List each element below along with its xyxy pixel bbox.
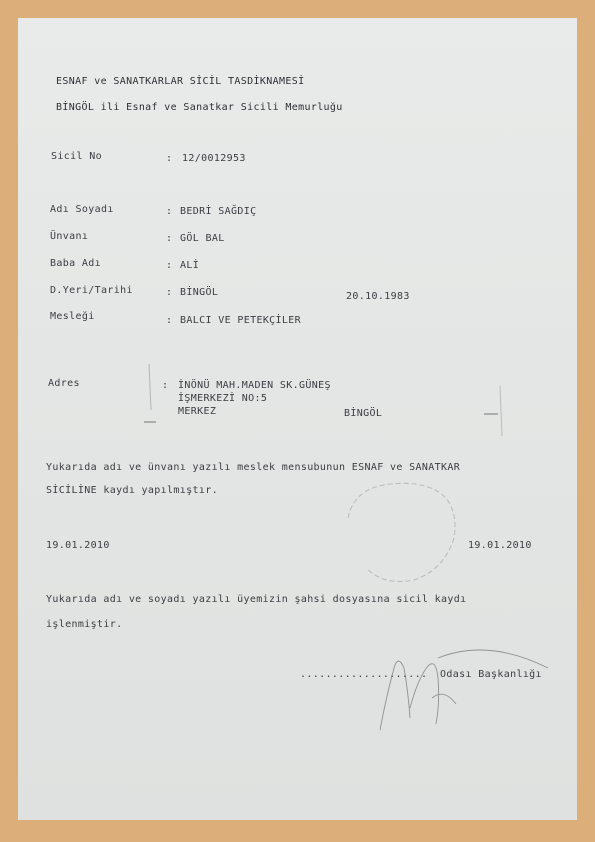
adres-separator: : [162, 380, 169, 391]
adres-line-2: İŞMERKEZİ NO:5 [178, 393, 268, 404]
statement2-line-2: işlenmiştir. [46, 619, 123, 630]
adres-label: Adres [48, 378, 80, 389]
edge-mark-left-icon [149, 364, 151, 410]
date-left: 19.01.2010 [46, 540, 110, 551]
adi-soyadi-value: BEDRİ SAĞDIÇ [180, 206, 257, 217]
adi-soyadi-label: Adı Soyadı [50, 204, 114, 215]
edge-mark-right-icon [500, 386, 502, 436]
baba-adi-value: ALİ [180, 260, 200, 271]
signature-dots: .................... [300, 669, 428, 680]
baba-adi-label: Baba Adı [50, 258, 101, 269]
unvani-value: GÖL BAL [180, 233, 225, 244]
meslegi-value: BALCI VE PETEKÇİLER [180, 315, 302, 326]
meslegi-separator: : [166, 315, 173, 326]
adres-line-1: İNÖNÜ MAH.MADEN SK.GÜNEŞ [178, 380, 331, 391]
signature-scribble-icon [380, 650, 548, 730]
statement1-line-2: SİCİLİNE kaydı yapılmıştır. [46, 485, 219, 496]
adres-city: BİNGÖL [344, 408, 383, 419]
statement1-line-1: Yukarıda adı ve ünvanı yazılı meslek mensubunun ESNAF ve SANATKAR [46, 462, 461, 473]
statement2-line-1: Yukarıda adı ve soyadı yazılı üyemizin şahsi dosyasına sicil kaydı [46, 594, 467, 605]
faint-stamp-icon [348, 483, 455, 581]
document-page [18, 18, 577, 820]
dogum-label: D.Yeri/Tarihi [50, 285, 133, 296]
sicil-no-value: 12/0012953 [182, 153, 246, 164]
sicil-no-separator: : [166, 153, 173, 164]
unvani-label: Ünvanı [50, 231, 89, 242]
header-title: ESNAF ve SANATKARLAR SİCİL TASDİKNAMESİ [56, 76, 305, 87]
adi-soyadi-separator: : [166, 206, 173, 217]
dogum-separator: : [166, 287, 173, 298]
meslegi-label: Mesleği [50, 311, 95, 322]
header-office: BİNGÖL ili Esnaf ve Sanatkar Sicili Memurluğu [56, 102, 343, 113]
dogum-place-value: BİNGÖL [180, 287, 219, 298]
date-right: 19.01.2010 [468, 540, 532, 551]
baba-adi-separator: : [166, 260, 173, 271]
sicil-no-label: Sicil No [51, 151, 102, 162]
adres-line-3: MERKEZ [178, 406, 217, 417]
dogum-date-value: 20.10.1983 [346, 291, 410, 302]
signature-title: Odası Başkanlığı [440, 669, 542, 680]
stamp-and-signature-marks [18, 18, 577, 820]
unvani-separator: : [166, 233, 173, 244]
